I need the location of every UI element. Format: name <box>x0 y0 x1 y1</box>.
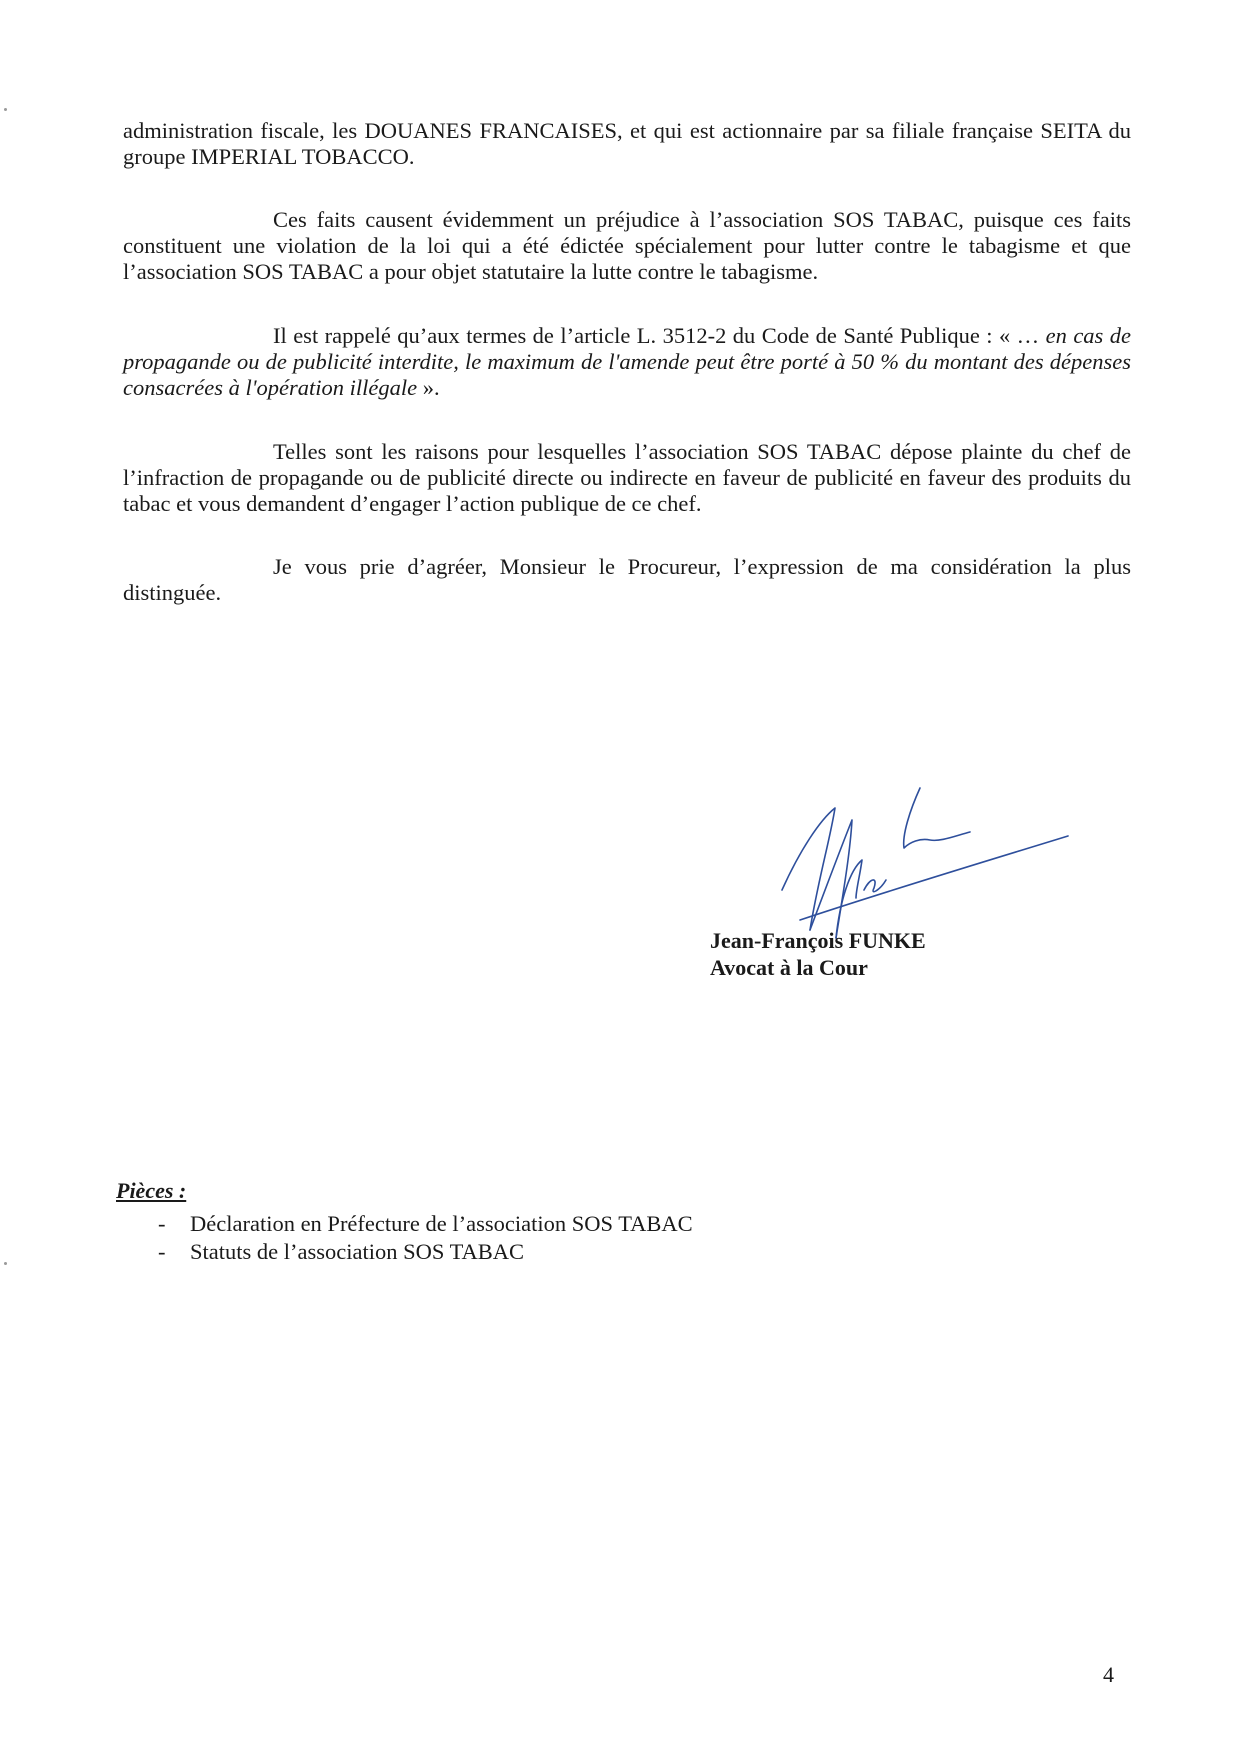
page-number: 4 <box>1103 1662 1114 1687</box>
pieces-heading: Pièces : <box>116 1178 187 1203</box>
paragraph-continuation: administration fiscale, les DOUANES FRANCAISES, et qui est actionnaire par sa filiale française SEITA du groupe IMPERIAL TOBACCO. <box>123 118 1131 169</box>
scan-mark <box>4 108 7 111</box>
paragraph-complaint: Telles sont les raisons pour lesquelles l’association SOS TABAC dépose plainte du chef de l’infraction de propagande ou de publicité directe ou indirecte en faveur de publicité en faveur des produits du tabac et vous demandent d’engager l’action publique de ce chef. <box>123 439 1131 516</box>
piece-label: Statuts de l’association SOS TABAC <box>190 1239 525 1264</box>
paragraph-closing: Je vous prie d’agréer, Monsieur le Procureur, l’expression de ma considération la plus distinguée. <box>123 554 1131 605</box>
pieces-list <box>150 1210 693 1266</box>
list-item: - Statuts de l’association SOS TABAC <box>158 1239 525 1264</box>
list-item: - Déclaration en Préfecture de l’association SOS TABAC <box>158 1211 693 1236</box>
signatory-title: Avocat à la Cour <box>710 955 868 980</box>
quote-close: ». <box>417 375 440 400</box>
scan-mark <box>4 1262 7 1265</box>
article-intro: Il est rappelé qu’aux termes de l’article L. 3512-2 du Code de Santé Publique : « … <box>273 323 1040 348</box>
handwritten-signature <box>770 780 1090 950</box>
paragraph-prejudice: Ces faits causent évidemment un préjudice à l’association SOS TABAC, puisque ces faits constituent une violation de la loi qui a été édictée spécialement pour lutter contre le tabagisme et que l’association SOS TABAC a pour objet statutaire la lutte contre le tabagisme. <box>123 207 1131 284</box>
paragraph-article-quote <box>123 323 1131 401</box>
piece-label: Déclaration en Préfecture de l’association SOS TABAC <box>190 1211 693 1236</box>
signatory-name: Jean-François FUNKE <box>710 928 926 953</box>
article-quote: en cas de propagande ou de publicité interdite, le maximum de l'amende peut être porté à 50 % du montant des dépenses consacrées à l'opération illégale <box>123 323 1131 400</box>
